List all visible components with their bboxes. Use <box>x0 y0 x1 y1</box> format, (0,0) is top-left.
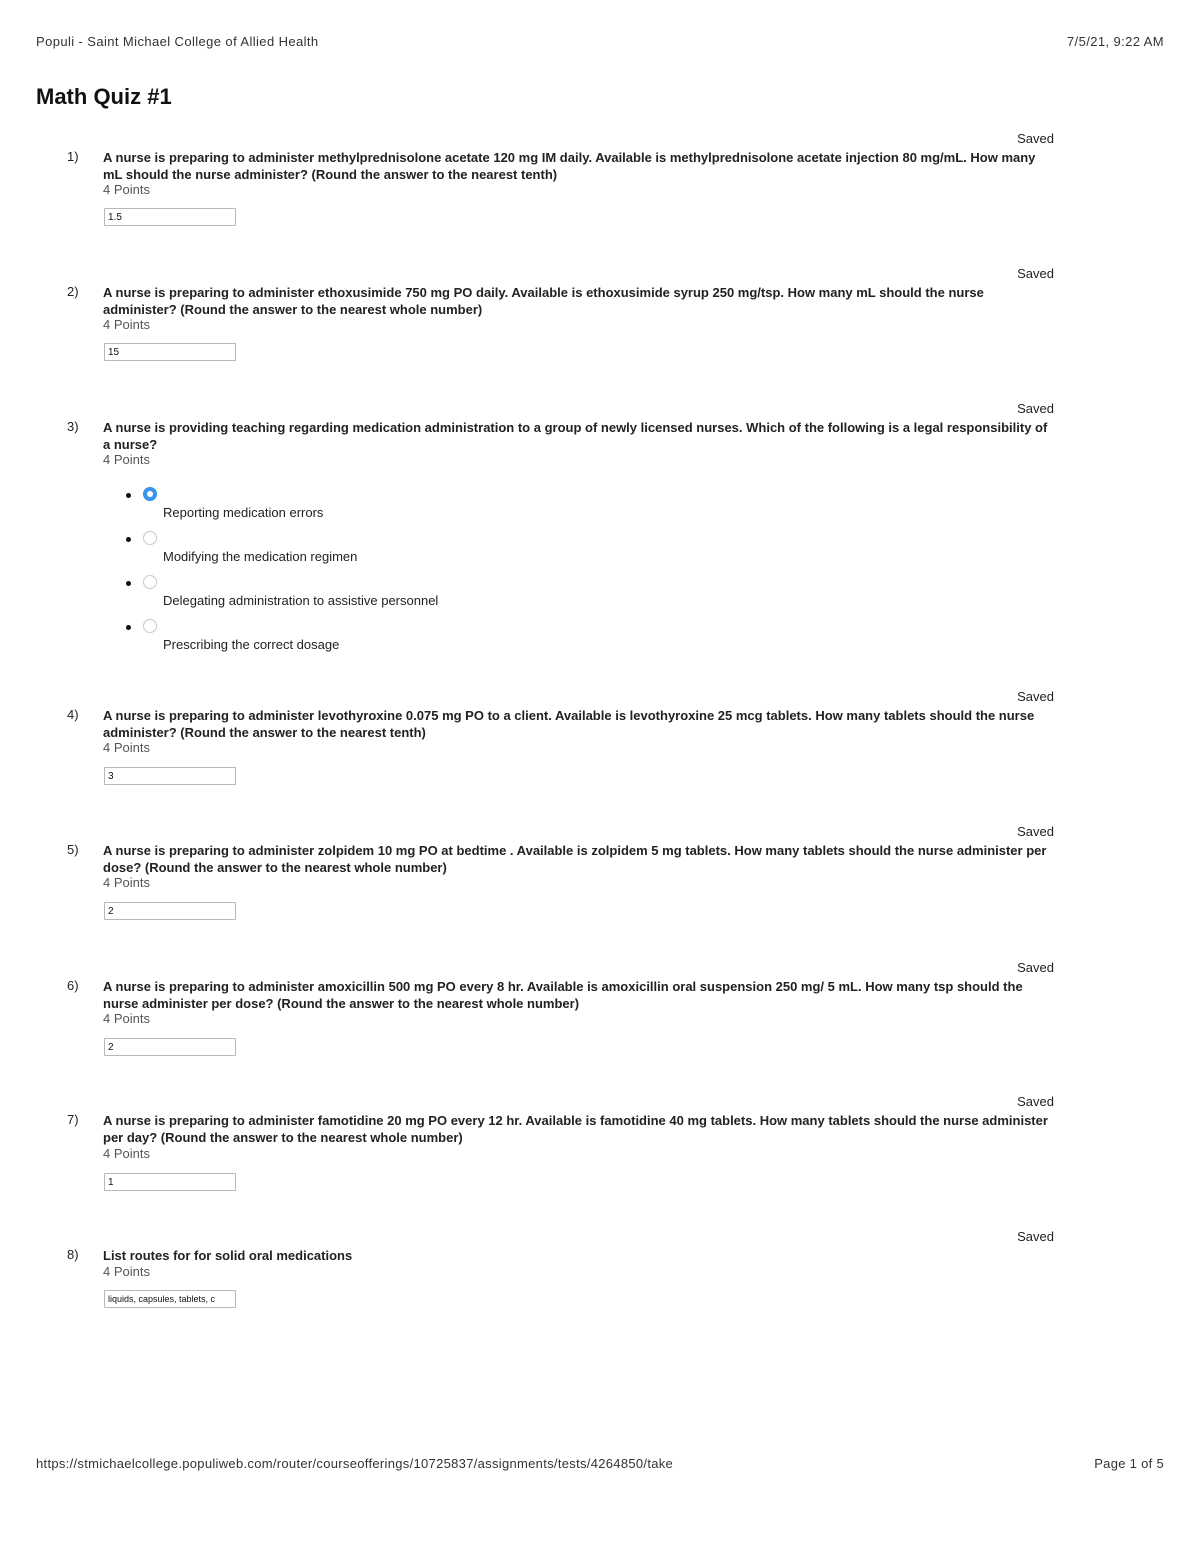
answer-input[interactable] <box>104 902 236 920</box>
question-number: 5) <box>67 842 79 857</box>
question-text: A nurse is preparing to administer amoxicillin 500 mg PO every 8 hr. Available is amoxicillin oral suspension 250 mg/ 5 mL. How many tsp should the nurse administer per dose? (Round the answer to the nearest whole number) <box>103 979 1023 1011</box>
saved-status: Saved <box>1017 824 1054 839</box>
option-reporting-errors[interactable] <box>0 487 600 531</box>
answer-input[interactable] <box>104 208 236 226</box>
option-label: Modifying the medication regimen <box>163 549 358 564</box>
saved-status: Saved <box>1017 266 1054 281</box>
radio-unselected-icon[interactable] <box>143 531 157 545</box>
bullet-icon <box>126 625 131 630</box>
question-text: A nurse is providing teaching regarding medication administration to a group of newly licensed nurses. Which of the following is a legal responsibility of a nurse? <box>103 420 1048 452</box>
radio-selected-icon[interactable] <box>143 487 157 501</box>
option-prescribing-dosage[interactable] <box>0 619 600 663</box>
question-number: 8) <box>67 1247 79 1262</box>
saved-status: Saved <box>1017 689 1054 704</box>
bullet-icon <box>126 537 131 542</box>
question-number: 4) <box>67 707 79 722</box>
question-points: 4 Points <box>103 317 150 332</box>
question-points: 4 Points <box>103 1011 150 1026</box>
site-title: Populi - Saint Michael College of Allied Health <box>36 34 319 49</box>
answer-input[interactable] <box>104 343 236 361</box>
saved-status: Saved <box>1017 401 1054 416</box>
option-label: Delegating administration to assistive personnel <box>163 593 439 608</box>
page-indicator: Page 1 of 5 <box>1094 1456 1164 1471</box>
option-label: Reporting medication errors <box>163 505 324 520</box>
answer-input[interactable] <box>104 767 236 785</box>
question-text: A nurse is preparing to administer zolpidem 10 mg PO at bedtime . Available is zolpidem 5 mg tablets. How many tablets should the nurse administer per dose? (Round the answer to the nearest whole number) <box>103 843 1047 875</box>
option-delegating-administration[interactable] <box>0 575 600 619</box>
radio-unselected-icon[interactable] <box>143 619 157 633</box>
question-number: 6) <box>67 978 79 993</box>
option-label: Prescribing the correct dosage <box>163 637 340 652</box>
answer-input[interactable] <box>104 1173 236 1191</box>
question-points: 4 Points <box>103 1264 150 1279</box>
question-number: 2) <box>67 284 79 299</box>
quiz-title: Math Quiz #1 <box>36 84 172 109</box>
question-text: A nurse is preparing to administer famotidine 20 mg PO every 12 hr. Available is famotidine 40 mg tablets. How many tablets should the nurse administer per day? (Round the answer to the nearest whole number) <box>103 1113 1048 1145</box>
page-footer <box>36 1456 1164 1474</box>
answer-input[interactable] <box>104 1290 236 1308</box>
page-url: https://stmichaelcollege.populiweb.com/router/courseofferings/10725837/assignments/tests/4264850/take <box>36 1456 674 1471</box>
question-text: A nurse is preparing to administer ethoxusimide 750 mg PO daily. Available is ethoxusimide syrup 250 mg/tsp. How many mL should the nurse administer? (Round the answer to the nearest whole number) <box>103 285 984 317</box>
question-text: List routes for for solid oral medications <box>103 1248 353 1263</box>
saved-status: Saved <box>1017 1094 1054 1109</box>
question-number: 1) <box>67 149 79 164</box>
question-points: 4 Points <box>103 740 150 755</box>
question-points: 4 Points <box>103 452 150 467</box>
question-points: 4 Points <box>103 875 150 890</box>
page-header <box>36 34 1164 52</box>
saved-status: Saved <box>1017 131 1054 146</box>
question-number: 3) <box>67 419 79 434</box>
question-text: A nurse is preparing to administer methylprednisolone acetate 120 mg IM daily. Available is methylprednisolone acetate injection 80 mg/mL. How many mL should the nurse administer? (Round the answer to the nearest tenth) <box>103 150 1036 182</box>
bullet-icon <box>126 493 131 498</box>
print-datetime: 7/5/21, 9:22 AM <box>1066 34 1164 49</box>
bullet-icon <box>126 581 131 586</box>
question-number: 7) <box>67 1112 79 1127</box>
question-points: 4 Points <box>103 182 150 197</box>
answer-input[interactable] <box>104 1038 236 1056</box>
radio-unselected-icon[interactable] <box>143 575 157 589</box>
question-points: 4 Points <box>103 1146 150 1161</box>
option-modifying-regimen[interactable] <box>0 531 600 575</box>
question-text: A nurse is preparing to administer levothyroxine 0.075 mg PO to a client. Available is levothyroxine 25 mcg tablets. How many tablets should the nurse administer? (Round the answer to the nearest tenth) <box>103 708 1035 740</box>
saved-status: Saved <box>1017 1229 1054 1244</box>
saved-status: Saved <box>1017 960 1054 975</box>
